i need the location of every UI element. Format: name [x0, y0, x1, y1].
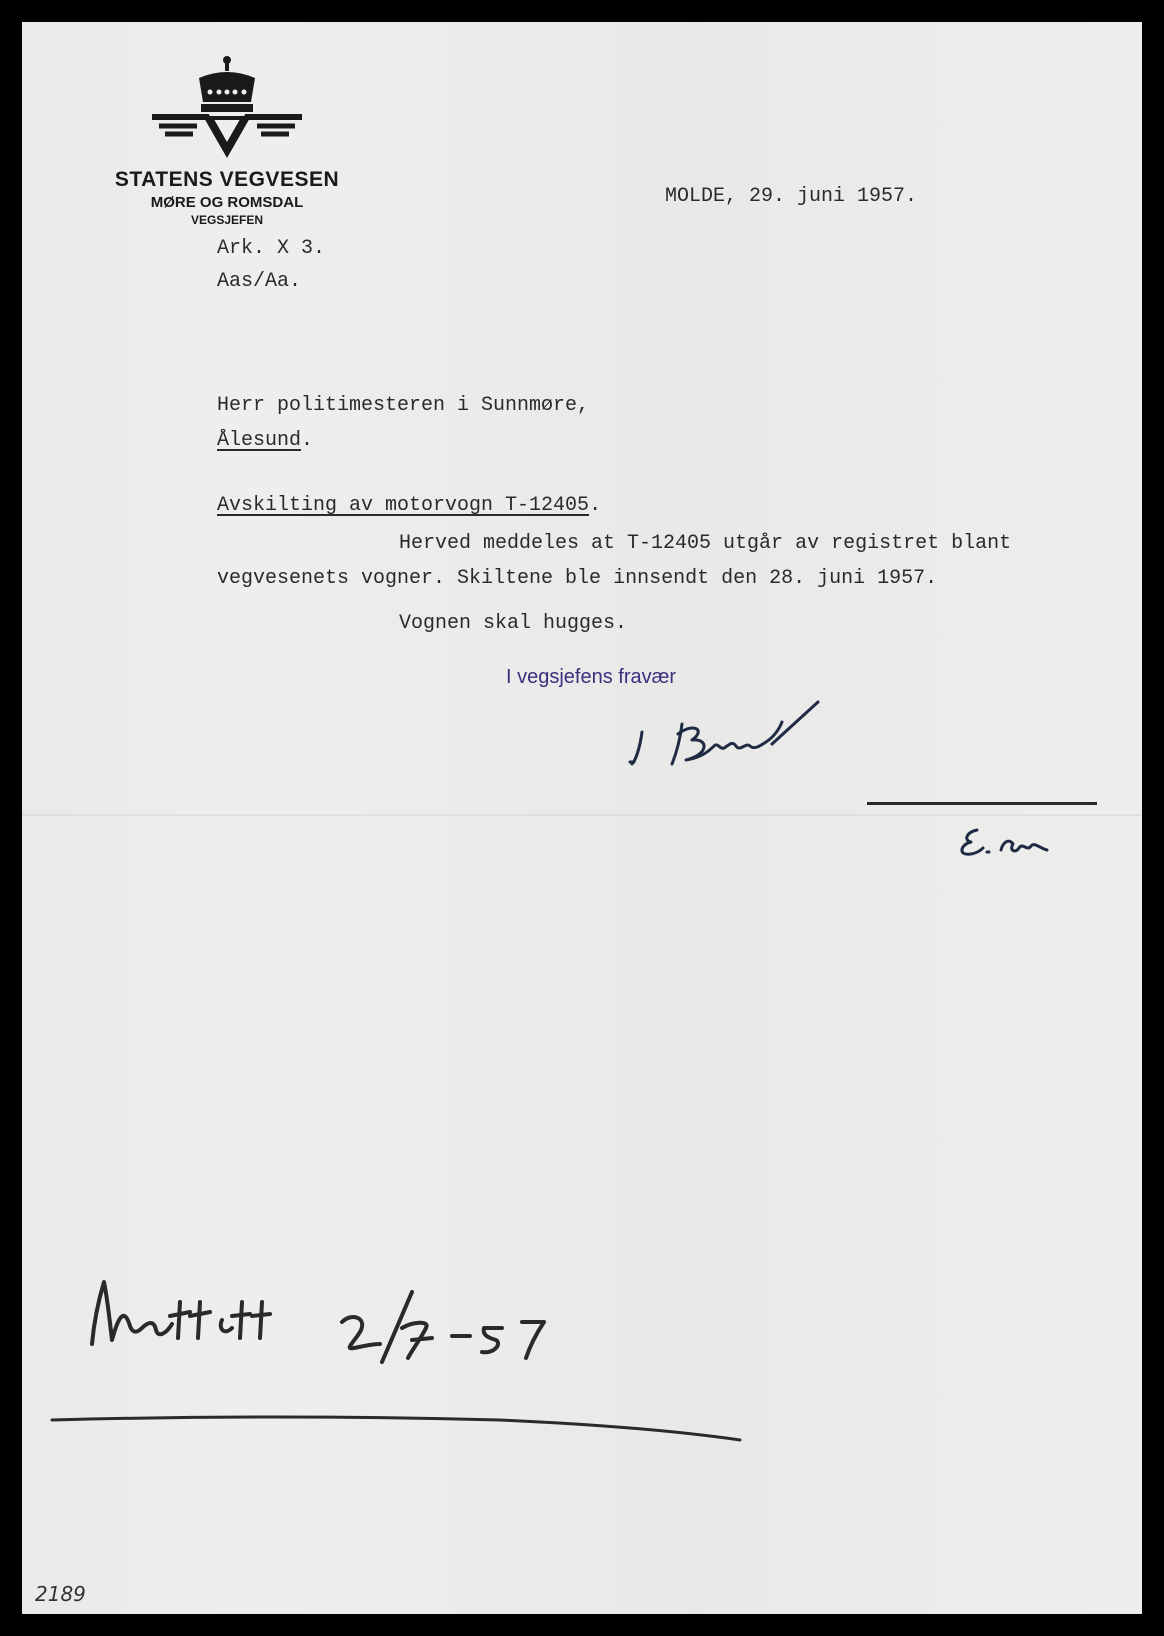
subject-suffix: . — [589, 494, 602, 517]
archive-reference: Ark. X 3. — [217, 237, 326, 260]
recipient-city-suffix: . — [301, 429, 314, 452]
body-line-2: vegvesenets vogner. Skiltene ble innsendt den 28. juni 1957. — [217, 567, 938, 590]
paper-fold — [22, 814, 1142, 816]
initials-reference: Aas/Aa. — [217, 270, 302, 293]
letter-sheet — [22, 22, 1142, 1614]
initials-handwriting — [957, 822, 1067, 862]
received-note-handwriting — [82, 1262, 562, 1372]
recipient-city: Ålesund — [217, 429, 302, 452]
region-name: MØRE OG ROMSDAL — [150, 194, 304, 211]
department-name: VEGSJEFEN — [190, 213, 264, 227]
letterhead — [92, 52, 362, 227]
absence-stamp: I vegsjefens fravær — [506, 666, 677, 688]
signature-handwriting — [622, 702, 842, 777]
body-line-1: Herved meddeles at T-12405 utgår av registret blant — [399, 532, 1012, 555]
subject-line — [217, 494, 601, 517]
subject-text: Avskilting av motorvogn T-12405 — [217, 494, 590, 517]
body-line-3: Vognen skal hugges. — [399, 612, 628, 635]
recipient-city-line — [217, 429, 313, 452]
organization-name: STATENS VEGVESEN — [114, 168, 340, 191]
recipient-line: Herr politimesteren i Sunnmøre, — [217, 394, 590, 417]
archive-number: 2189 — [35, 1582, 86, 1606]
signature-rule — [867, 802, 1097, 805]
crown-emblem-icon — [147, 52, 307, 162]
handwritten-rule — [50, 1410, 750, 1450]
place-date: MOLDE, 29. juni 1957. — [665, 185, 918, 208]
